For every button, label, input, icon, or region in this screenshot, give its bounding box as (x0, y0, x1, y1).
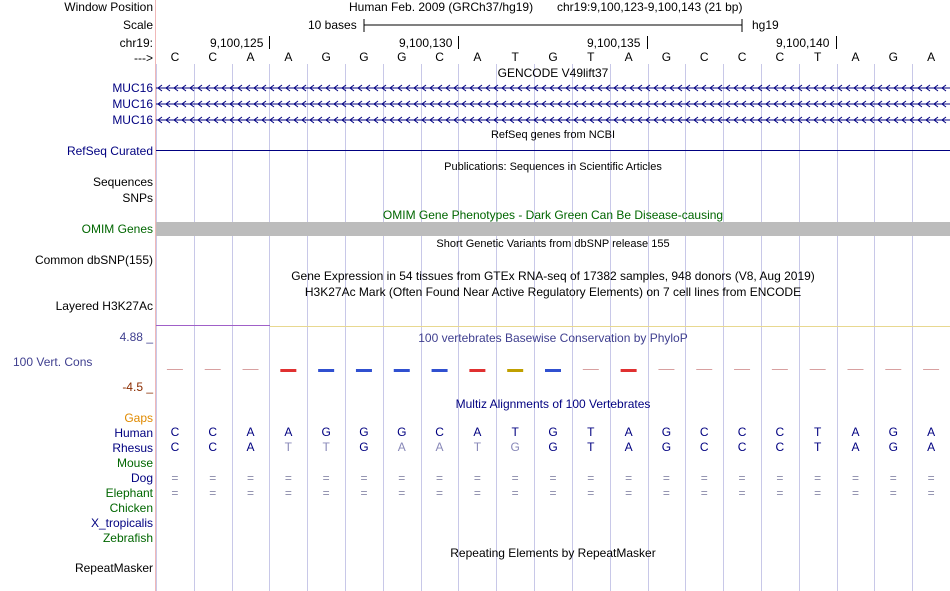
base: = (889, 471, 897, 485)
base: = (436, 486, 444, 500)
phylop-logo (156, 362, 950, 378)
scale-text: 10 bases (308, 18, 357, 32)
species-human[interactable]: Human (114, 426, 153, 440)
base: = (511, 471, 519, 485)
ruler-tick-2: 9,100,130 (399, 36, 453, 50)
base: A (927, 50, 936, 64)
species-chicken[interactable]: Chicken (109, 501, 153, 515)
species-zebrafish[interactable]: Zebrafish (102, 531, 153, 545)
base: = (662, 471, 670, 485)
scale-bar (362, 17, 746, 33)
base: = (549, 471, 557, 485)
base: = (927, 486, 935, 500)
base: = (209, 471, 217, 485)
base: T (587, 440, 595, 454)
base: = (851, 486, 859, 500)
species-x-tropicalis[interactable]: X_tropicalis (90, 516, 153, 530)
base: A (435, 440, 444, 454)
base: = (700, 486, 708, 500)
base: C (737, 50, 747, 64)
base: C (775, 425, 785, 439)
base: G (888, 440, 898, 454)
phylop-mark (885, 369, 901, 370)
species-dog[interactable]: Dog (130, 471, 153, 485)
phylop-max: 4.88 _ (119, 330, 153, 344)
gene-label-muc16-1[interactable]: MUC16 (112, 81, 153, 95)
base: C (435, 425, 444, 439)
phylop-mark (394, 369, 410, 372)
base: = (814, 471, 822, 485)
gene-label-muc16-3[interactable]: MUC16 (112, 113, 153, 127)
species-rhesus[interactable]: Rhesus (112, 441, 153, 455)
position-readout: chr19:9,100,123-9,100,143 (21 bp) (557, 0, 743, 14)
base: C (435, 50, 444, 64)
base: T (813, 50, 822, 64)
phylop-mark (810, 369, 826, 370)
base: = (473, 486, 481, 500)
omim-label[interactable]: OMIM Genes (81, 222, 153, 236)
phylop-mark (621, 369, 637, 372)
base: = (473, 471, 481, 485)
base: = (927, 471, 935, 485)
base: A (473, 50, 482, 64)
ruler-tick-4: 9,100,140 (776, 36, 830, 50)
base: C (699, 50, 709, 64)
phylop-mark (280, 369, 296, 372)
base: C (699, 440, 709, 454)
base: = (700, 471, 708, 485)
base: A (927, 440, 936, 454)
base: = (171, 471, 179, 485)
ruler-tick-3: 9,100,135 (587, 36, 641, 50)
base: A (397, 440, 406, 454)
dbsnp-label[interactable]: Common dbSNP(155) (34, 253, 153, 267)
base: A (624, 50, 633, 64)
phylop-mark (734, 369, 750, 370)
repeatmasker-title: Repeating Elements by RepeatMasker (450, 546, 656, 560)
species-elephant[interactable]: Elephant (105, 486, 153, 500)
base: T (813, 425, 822, 439)
h3k27ac-title: H3K27Ac Mark (Often Found Near Active Regulatory Elements) on 7 cell lines from ENCODE (304, 285, 802, 299)
refseq-label[interactable]: RefSeq Curated (66, 144, 153, 158)
gaps-label[interactable]: Gaps (124, 411, 153, 425)
base: G (321, 425, 331, 439)
sequences-label[interactable]: Sequences (92, 175, 153, 189)
phylop-mark (318, 369, 334, 372)
phylop-mark (696, 369, 712, 370)
base: G (888, 425, 898, 439)
base: G (397, 425, 407, 439)
refseq-gene-line[interactable] (156, 150, 950, 151)
scale-db: hg19 (752, 18, 779, 32)
base: A (284, 50, 293, 64)
base: = (738, 471, 746, 485)
base: = (776, 486, 784, 500)
base: G (661, 50, 672, 64)
base: = (814, 486, 822, 500)
base: = (284, 471, 292, 485)
phylop-mark (772, 369, 788, 370)
phylop-mark (923, 369, 939, 370)
base: A (246, 440, 255, 454)
phylop-min: -4.5 _ (122, 380, 153, 394)
base: C (737, 425, 747, 439)
alignment-elephant (0, 486, 950, 501)
publications-title: Publications: Sequences in Scientific Articles (444, 161, 662, 173)
base: C (208, 440, 218, 454)
omim-title: OMIM Gene Phenotypes - Dark Green Can Be Disease-causing (382, 208, 724, 222)
base: C (699, 425, 709, 439)
snps-label[interactable]: SNPs (122, 191, 153, 205)
phylop-mark (205, 369, 221, 370)
phylop-title: 100 vertebrates Basewise Conservation by PhyloP (418, 331, 688, 345)
gencode-title: GENCODE V49lift37 (497, 66, 609, 80)
phylop-mark (469, 369, 485, 372)
base: = (662, 486, 670, 500)
base: A (246, 50, 255, 64)
base: G (359, 440, 369, 454)
base: C (170, 50, 180, 64)
base: = (511, 486, 519, 500)
base: C (170, 440, 180, 454)
base: = (171, 486, 179, 500)
assembly-title: Human Feb. 2009 (GRCh37/hg19) (349, 0, 534, 14)
base: G (548, 50, 558, 64)
base: T (473, 440, 482, 454)
strand-arrow: ---> (134, 51, 153, 65)
phylop-mark (658, 369, 674, 370)
window-position-label: Window Position (64, 0, 153, 14)
phylop-mark (583, 369, 599, 370)
base: G (661, 440, 672, 454)
base: G (397, 50, 407, 64)
chrom-label: chr19: (119, 36, 153, 50)
base: G (510, 440, 520, 454)
base: = (209, 486, 217, 500)
phylop-mark (507, 369, 523, 372)
base: T (284, 440, 292, 454)
base: G (359, 50, 369, 64)
base: A (851, 50, 860, 64)
omim-gene-bar[interactable] (156, 222, 950, 236)
multiz-title: Multiz Alignments of 100 Vertebrates (455, 397, 651, 411)
base: = (436, 471, 444, 485)
base: = (587, 471, 595, 485)
phylop-mark (847, 369, 863, 370)
dbsnp-title: Short Genetic Variants from dbSNP release 155 (436, 238, 670, 250)
base: C (775, 440, 785, 454)
base: = (247, 486, 255, 500)
base: C (208, 50, 218, 64)
vert-cons-label[interactable]: 100 Vert. Cons (13, 355, 93, 369)
base: A (851, 425, 860, 439)
phylop-mark (243, 369, 259, 370)
h3k27ac-label[interactable]: Layered H3K27Ac (55, 299, 153, 313)
base: G (661, 425, 672, 439)
phylop-mark (545, 369, 561, 372)
base: T (511, 425, 519, 439)
h3k27ac-signal (156, 324, 950, 328)
reference-sequence (0, 50, 950, 66)
base: = (851, 471, 859, 485)
phylop-mark (356, 369, 372, 372)
base: = (360, 486, 368, 500)
base: G (548, 440, 558, 454)
repeatmasker-label[interactable]: RepeatMasker (74, 561, 153, 575)
base: A (927, 425, 936, 439)
gtex-title: Gene Expression in 54 tissues from GTEx RNA-seq of 17382 samples, 948 donors (V8, Aug 2019) (291, 269, 815, 283)
gencode-transcripts[interactable] (156, 80, 950, 128)
base: = (398, 471, 406, 485)
base: G (888, 50, 898, 64)
base: = (398, 486, 406, 500)
base: = (587, 486, 595, 500)
base: A (473, 425, 482, 439)
base: = (776, 471, 784, 485)
base: = (738, 486, 746, 500)
base: T (322, 440, 330, 454)
base: G (321, 50, 331, 64)
base: G (359, 425, 369, 439)
base: = (549, 486, 557, 500)
ruler-tick-1: 9,100,125 (210, 36, 264, 50)
base: C (170, 425, 180, 439)
base: C (775, 50, 785, 64)
base: = (360, 471, 368, 485)
base: A (246, 425, 255, 439)
base: G (548, 425, 558, 439)
gene-label-muc16-2[interactable]: MUC16 (112, 97, 153, 111)
base: = (284, 486, 292, 500)
base: T (511, 50, 519, 64)
scale-label: Scale (122, 18, 153, 32)
alignment-human (0, 425, 950, 440)
phylop-mark (432, 369, 448, 372)
base: T (813, 440, 822, 454)
base: A (284, 425, 293, 439)
base: = (625, 471, 633, 485)
base: = (889, 486, 897, 500)
base: C (737, 440, 747, 454)
base: T (587, 50, 595, 64)
base: T (587, 425, 595, 439)
alignment-rhesus (0, 440, 950, 455)
base: C (208, 425, 218, 439)
alignment-dog (0, 471, 950, 486)
refseq-title: RefSeq genes from NCBI (490, 129, 616, 141)
base: = (322, 486, 330, 500)
base: A (624, 440, 633, 454)
base: A (624, 425, 633, 439)
base: = (322, 471, 330, 485)
phylop-mark (167, 369, 183, 370)
base: = (247, 471, 255, 485)
base: A (851, 440, 860, 454)
species-mouse[interactable]: Mouse (116, 456, 153, 470)
base: = (625, 486, 633, 500)
